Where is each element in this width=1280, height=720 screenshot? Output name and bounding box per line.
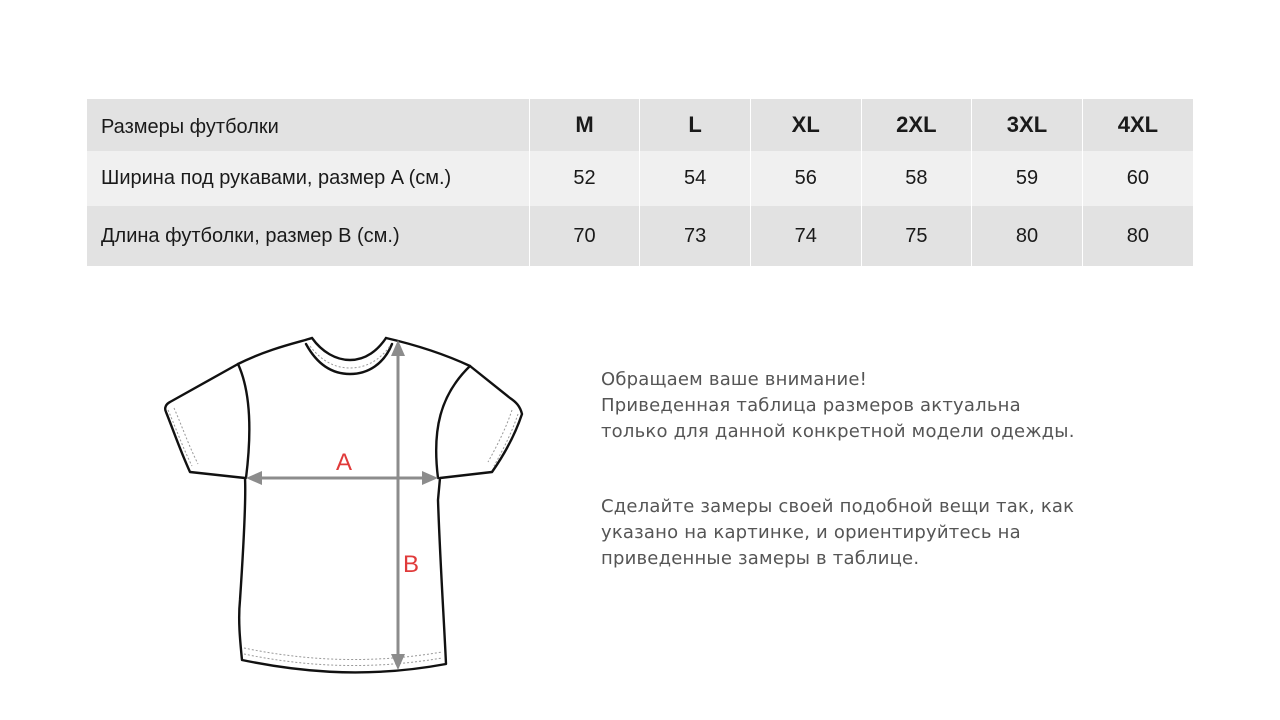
table-header-row bbox=[87, 99, 1193, 151]
notice-line: Обращаем ваше внимание! bbox=[601, 369, 868, 390]
notice-line: только для данной конкретной модели одежды. bbox=[601, 421, 1075, 442]
table-cell: 73 bbox=[640, 206, 751, 266]
table-cell: 52 bbox=[529, 151, 640, 206]
notice-line: Приведенная таблица размеров актуальна bbox=[601, 395, 1021, 416]
table-cell: 75 bbox=[861, 206, 972, 266]
size-header: 4XL bbox=[1117, 112, 1159, 137]
size-header: 3XL bbox=[972, 99, 1083, 151]
table-cell: 80 bbox=[972, 206, 1083, 266]
tshirt-stitching bbox=[168, 346, 518, 666]
table-cell: 59 bbox=[972, 151, 1083, 206]
table-cell: 60 bbox=[1126, 167, 1150, 189]
table-cell: 54 bbox=[640, 151, 751, 206]
row-label: Длина футболки, размер B (см.) bbox=[87, 206, 529, 266]
table-cell: 56 bbox=[750, 151, 861, 206]
tshirt-outline bbox=[165, 338, 522, 672]
table-cell: 74 bbox=[750, 206, 861, 266]
instruction-block bbox=[601, 494, 1121, 572]
size-table bbox=[87, 99, 1193, 266]
measurement-arrow-b bbox=[391, 340, 405, 670]
table-row bbox=[87, 206, 1193, 266]
table-cell: 80 bbox=[1126, 224, 1150, 247]
size-header: L bbox=[640, 99, 751, 151]
instruction-line: Сделайте замеры своей подобной вещи так, как bbox=[601, 496, 1075, 517]
size-header: XL bbox=[750, 99, 861, 151]
notice-block bbox=[601, 367, 1121, 445]
measurement-label-a: A bbox=[335, 449, 353, 476]
size-header: M bbox=[529, 99, 640, 151]
table-header-label: Размеры футболки bbox=[87, 99, 529, 151]
tshirt-measurement-illustration bbox=[160, 330, 540, 690]
size-header: 2XL bbox=[861, 99, 972, 151]
row-label: Ширина под рукавами, размер A (см.) bbox=[87, 151, 529, 206]
instruction-line: приведенные замеры в таблице. bbox=[601, 548, 920, 569]
table-cell: 58 bbox=[861, 151, 972, 206]
table-row bbox=[87, 151, 1193, 206]
measurement-label-b: B bbox=[402, 551, 420, 578]
instruction-line: указано на картинке, и ориентируйтесь на bbox=[601, 522, 1021, 543]
table-cell: 70 bbox=[529, 206, 640, 266]
